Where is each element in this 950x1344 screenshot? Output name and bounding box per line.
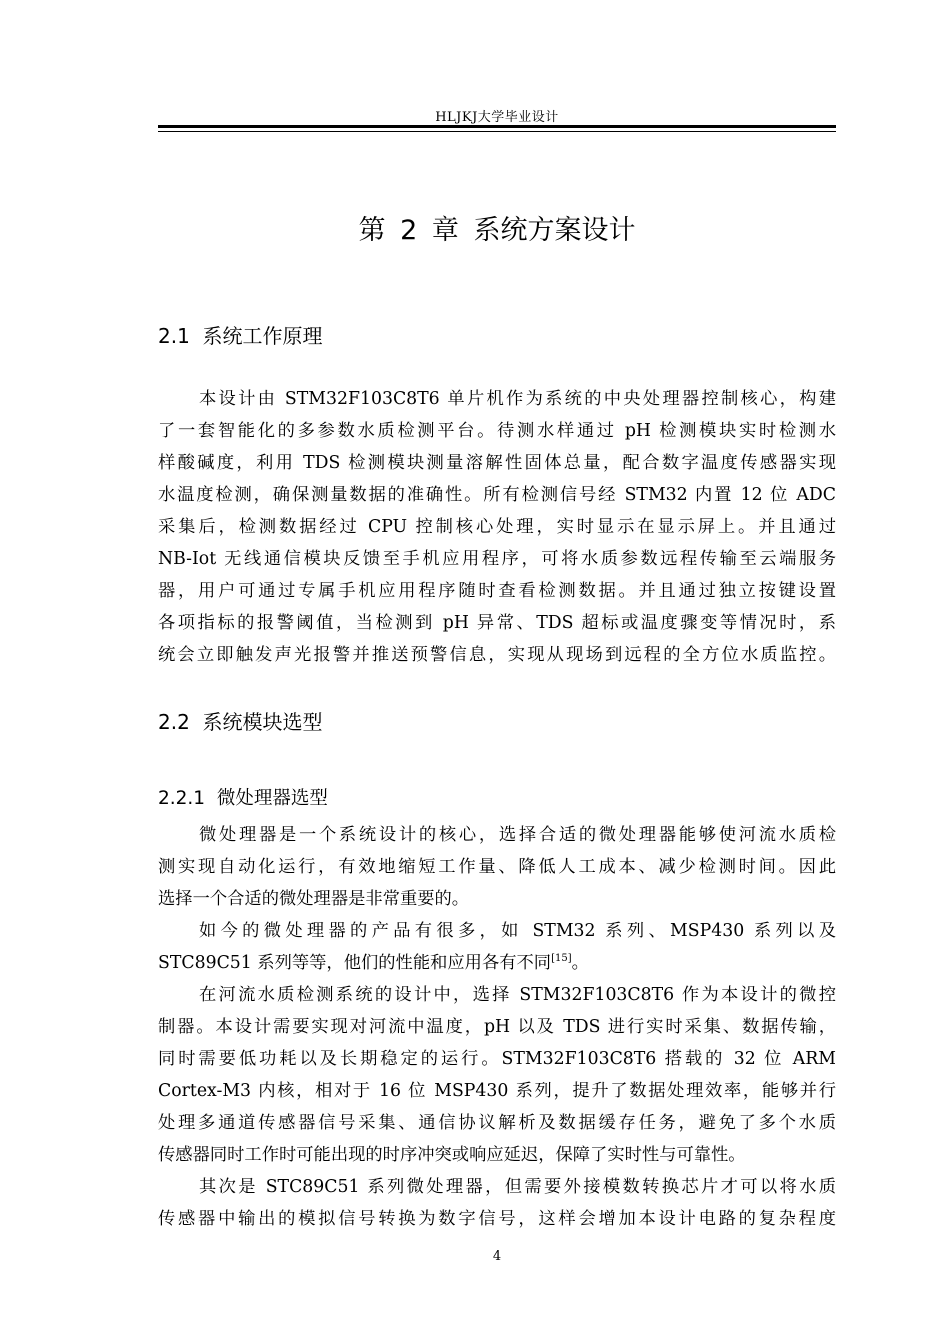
text-line: 在河流水质检测系统的设计中，选择 STM32F103C8T6 作为本设计的微控 (199, 985, 836, 1005)
section-heading-2-2: 2.2 系统模块选型 (158, 710, 323, 734)
text-line: Cortex-M3 内核，相对于 16 位 MSP430 系列，提升了数据处理效率，能够并行 (158, 1081, 836, 1101)
text-line: 统会立即触发声光报警并推送预警信息，实现从现场到远程的全方位水质监控。 (158, 645, 836, 665)
text-line: 样酸碱度，利用 TDS 检测模块测量溶解性固体总量，配合数字温度传感器实现 (158, 453, 836, 473)
text-line (158, 952, 836, 974)
text-line: NB-Iot 无线通信模块反馈至手机应用程序，可将水质参数远程传输至云端服务 (158, 549, 836, 569)
running-header: HLJKJ大学毕业设计 (435, 110, 559, 125)
text-line: 如今的微处理器的产品有很多，如 STM32 系列、MSP430 系列以及 (199, 921, 836, 941)
text-span: STC89C51 系列等等，他们的性能和应用各有不同 (158, 953, 552, 973)
text-line: 传感器中输出的模拟信号转换为数字信号，这样会增加本设计电路的复杂程度 (158, 1209, 836, 1229)
text-line: 测实现自动化运行，有效地缩短工作量、降低人工成本、减少检测时间。因此 (158, 857, 836, 877)
text-line: 器，用户可通过专属手机应用程序随时查看检测数据。并且通过独立按键设置 (158, 581, 836, 601)
chapter-title: 第 2 章 系统方案设计 (358, 215, 636, 246)
page-number: 4 (492, 1249, 502, 1264)
text-span: 。 (571, 953, 589, 973)
header-rule-thin (158, 131, 836, 132)
section-heading-2-1: 2.1 系统工作原理 (158, 324, 323, 348)
text-line: 本设计由 STM32F103C8T6 单片机作为系统的中央处理器控制核心，构建 (199, 389, 836, 409)
text-line: 各项指标的报警阈值，当检测到 pH 异常、TDS 超标或温度骤变等情况时，系 (158, 613, 836, 633)
citation: [15] (551, 953, 572, 964)
text-line: 微处理器是一个系统设计的核心，选择合适的微处理器能够使河流水质检 (199, 825, 836, 845)
text-line: 传感器同时工作时可能出现的时序冲突或响应延迟，保障了实时性与可靠性。 (158, 1145, 746, 1165)
text-line: 制器。本设计需要实现对河流中温度，pH 以及 TDS 进行实时采集、数据传输， (158, 1017, 836, 1037)
text-line: 了一套智能化的多参数水质检测平台。待测水样通过 pH 检测模块实时检测水 (158, 421, 836, 441)
text-line: 同时需要低功耗以及长期稳定的运行。STM32F103C8T6 搭载的 32 位 ARM (158, 1049, 836, 1069)
text-line: 水温度检测，确保测量数据的准确性。所有检测信号经 STM32 内置 12 位 ADC (158, 485, 836, 505)
text-line: 处理多通道传感器信号采集、通信协议解析及数据缓存任务，避免了多个水质 (158, 1113, 836, 1133)
text-line: 其次是 STC89C51 系列微处理器，但需要外接模数转换芯片才可以将水质 (199, 1177, 836, 1197)
header-rule-thick (158, 125, 836, 128)
text-line: 选择一个合适的微处理器是非常重要的。 (158, 889, 470, 909)
text-line: 采集后，检测数据经过 CPU 控制核心处理，实时显示在显示屏上。并且通过 (158, 517, 836, 537)
subsection-heading-2-2-1: 2.2.1 微处理器选型 (158, 788, 328, 809)
